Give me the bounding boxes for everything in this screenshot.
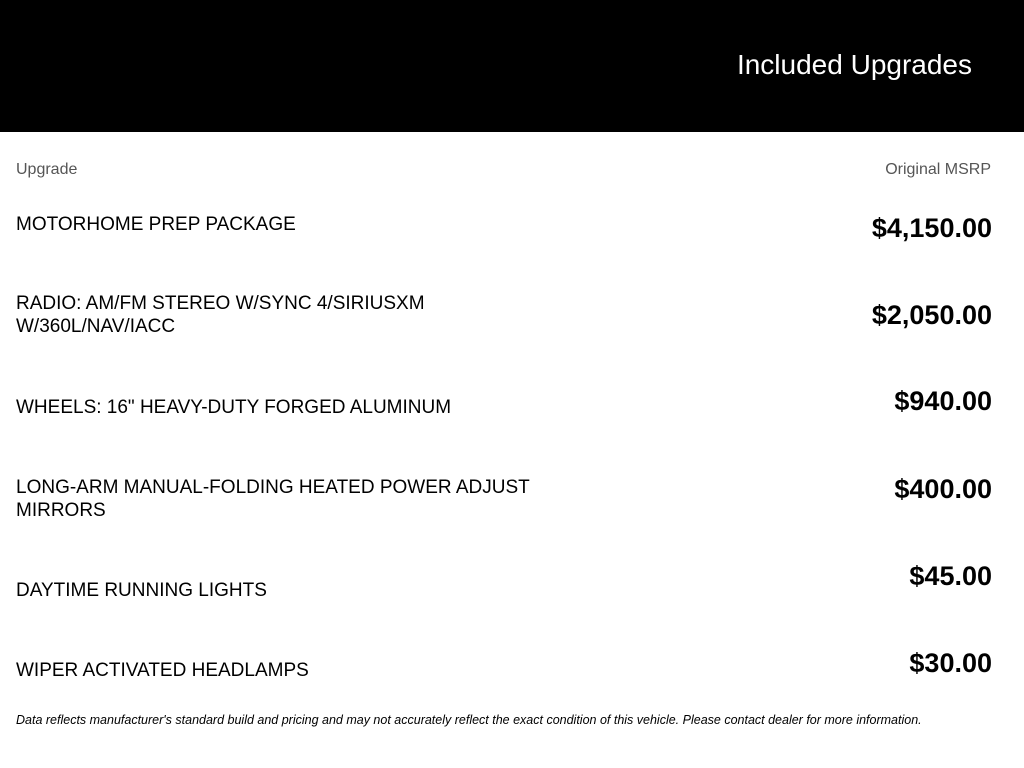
upgrade-name: RADIO: AM/FM STEREO W/SYNC 4/SIRIUSXM W/360L/NAV/IACC <box>16 293 425 337</box>
upgrade-price: $4,150.00 <box>871 213 992 243</box>
upgrade-name: DAYTIME RUNNING LIGHTS <box>16 580 267 601</box>
column-header-upgrade: Upgrade <box>16 161 78 178</box>
page-title: Included Upgrades <box>736 49 972 80</box>
upgrade-name: LONG-ARM MANUAL-FOLDING HEATED POWER ADJUST MIRRORS <box>16 477 530 521</box>
upgrade-price: $940.00 <box>894 386 992 416</box>
upgrade-name: WIPER ACTIVATED HEADLAMPS <box>16 660 309 681</box>
upgrade-name: MOTORHOME PREP PACKAGE <box>16 214 296 235</box>
upgrade-price: $30.00 <box>909 648 992 678</box>
upgrade-price: $400.00 <box>894 474 992 504</box>
header-banner <box>0 0 1024 132</box>
disclaimer-text: Data reflects manufacturer's standard build and pricing and may not accurately reflect the exact condition of this vehicle. Please contact dealer for more information. <box>16 713 922 727</box>
column-header-msrp: Original MSRP <box>885 161 991 178</box>
upgrade-price: $45.00 <box>909 561 992 591</box>
upgrade-name: WHEELS: 16" HEAVY-DUTY FORGED ALUMINUM <box>16 397 452 418</box>
upgrade-price: $2,050.00 <box>871 300 992 330</box>
